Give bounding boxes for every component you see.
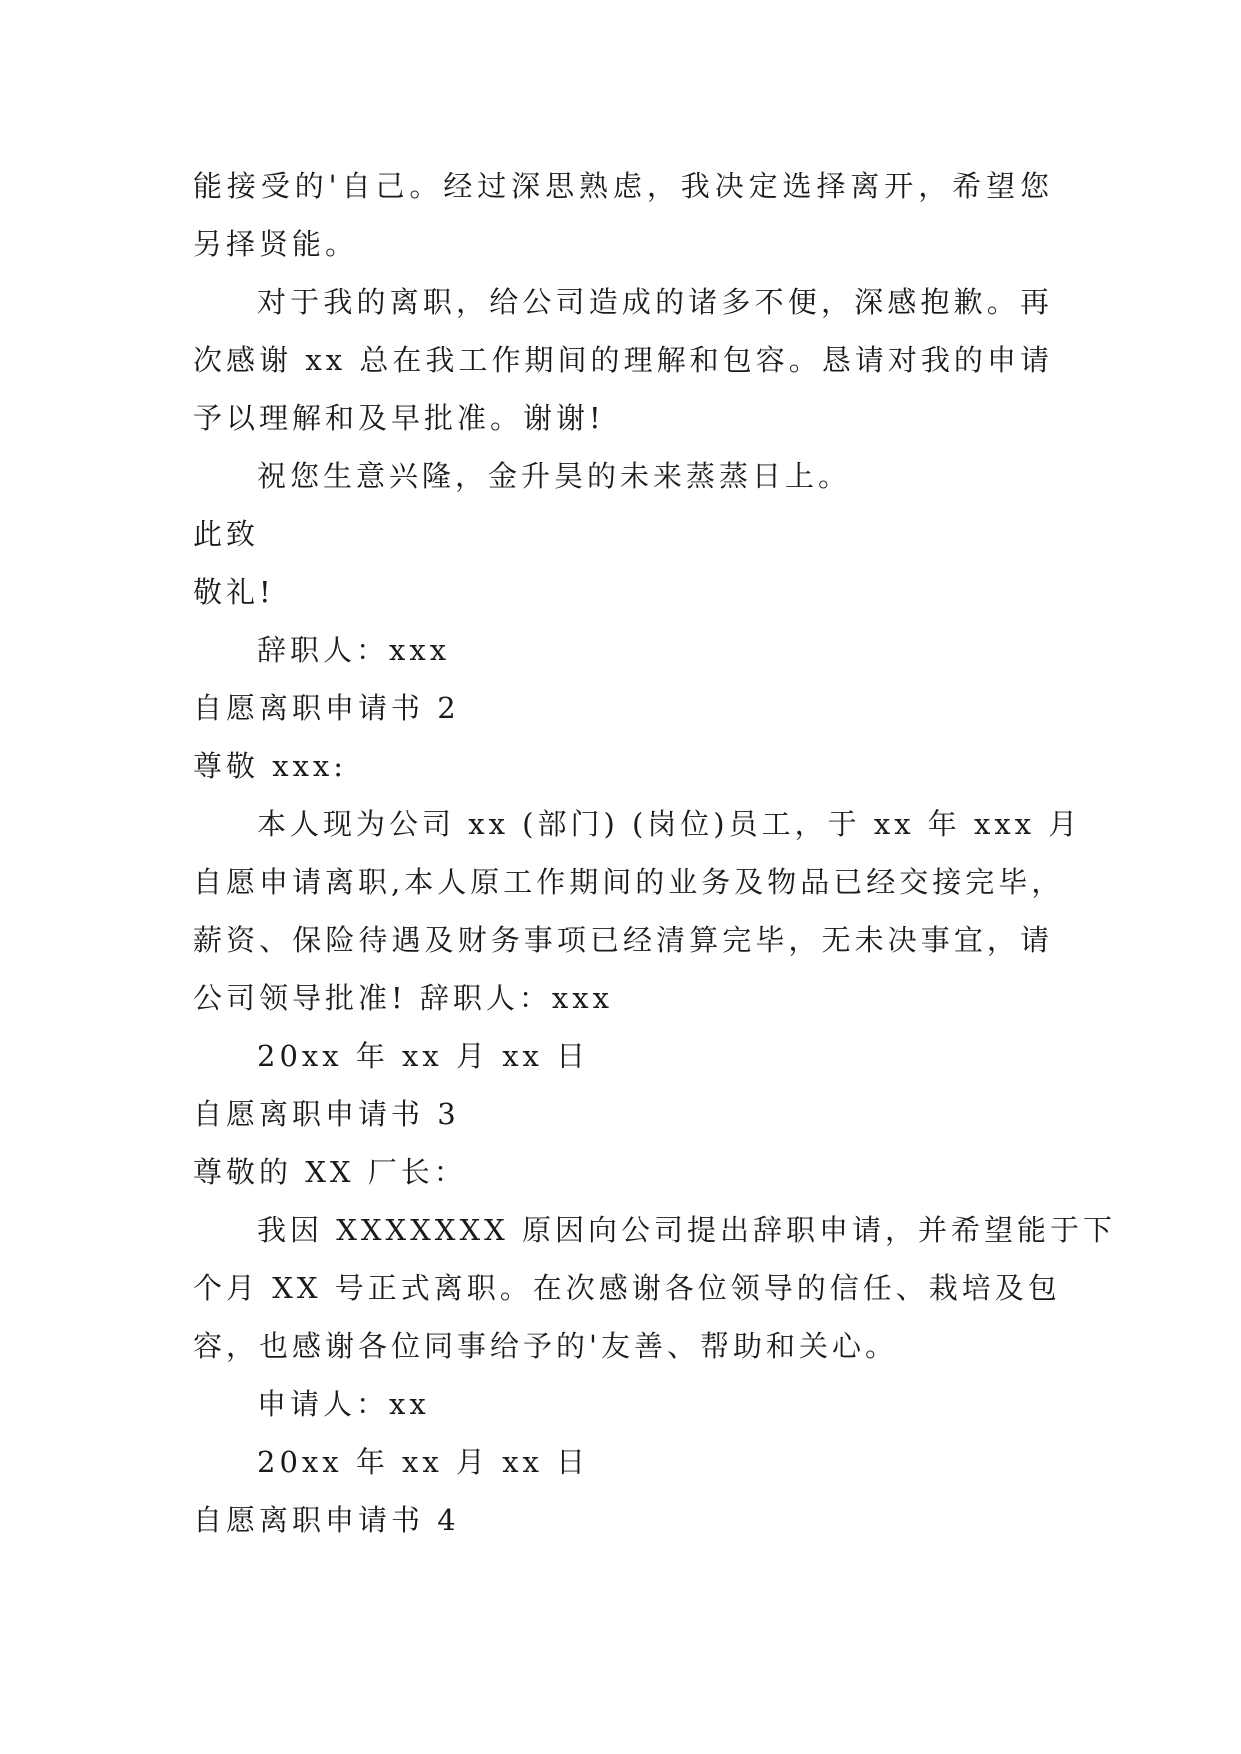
date-line: 20xx 年 xx 月 xx 日 — [257, 1039, 590, 1073]
body-text-line: 公司领导批准! 辞职人：xxx — [193, 981, 613, 1015]
body-text-line: 薪资、保险待遇及财务事项已经清算完毕，无未决事宜，请 — [193, 923, 1053, 957]
salutation-line: 敬礼! — [193, 575, 275, 609]
body-text-line: 另择贤能。 — [193, 227, 359, 261]
paragraph-first-line: 本人现为公司 xx (部门) (岗位)员工，于 xx 年 xxx 月 — [257, 807, 1082, 841]
body-text-line: 容，也感谢各位同事给予的'友善、帮助和关心。 — [193, 1329, 898, 1363]
salutation-line: 此致 — [193, 517, 260, 551]
paragraph-first-line: 对于我的离职，给公司造成的诸多不便，深感抱歉。再 — [257, 285, 1053, 319]
signature-line: 申请人：xx — [257, 1387, 430, 1421]
signature-line: 辞职人：xxx — [257, 633, 451, 667]
body-text-line: 予以理解和及早批准。谢谢! — [193, 401, 605, 435]
body-text-line: 次感谢 xx 总在我工作期间的理解和包容。恳请对我的申请 — [193, 343, 1053, 377]
greeting-line: 尊敬 xxx: — [193, 749, 348, 783]
section-heading: 自愿离职申请书 4 — [193, 1503, 460, 1537]
greeting-line: 尊敬的 XX 厂长： — [193, 1155, 467, 1189]
section-heading: 自愿离职申请书 3 — [193, 1097, 460, 1131]
body-text-line: 自愿申请离职,本人原工作期间的业务及物品已经交接完毕， — [193, 865, 1065, 899]
body-text-line: 个月 XX 号正式离职。在次感谢各位领导的信任、栽培及包 — [193, 1271, 1061, 1305]
date-line: 20xx 年 xx 月 xx 日 — [257, 1445, 590, 1479]
closing-wish: 祝您生意兴隆，金升昊的未来蒸蒸日上。 — [257, 459, 852, 493]
section-heading: 自愿离职申请书 2 — [193, 691, 460, 725]
paragraph-first-line: 我因 XXXXXXX 原因向公司提出辞职申请，并希望能于下 — [257, 1213, 1116, 1247]
body-text-line: 能接受的'自己。经过深思熟虑，我决定选择离开，希望您 — [193, 169, 1053, 203]
